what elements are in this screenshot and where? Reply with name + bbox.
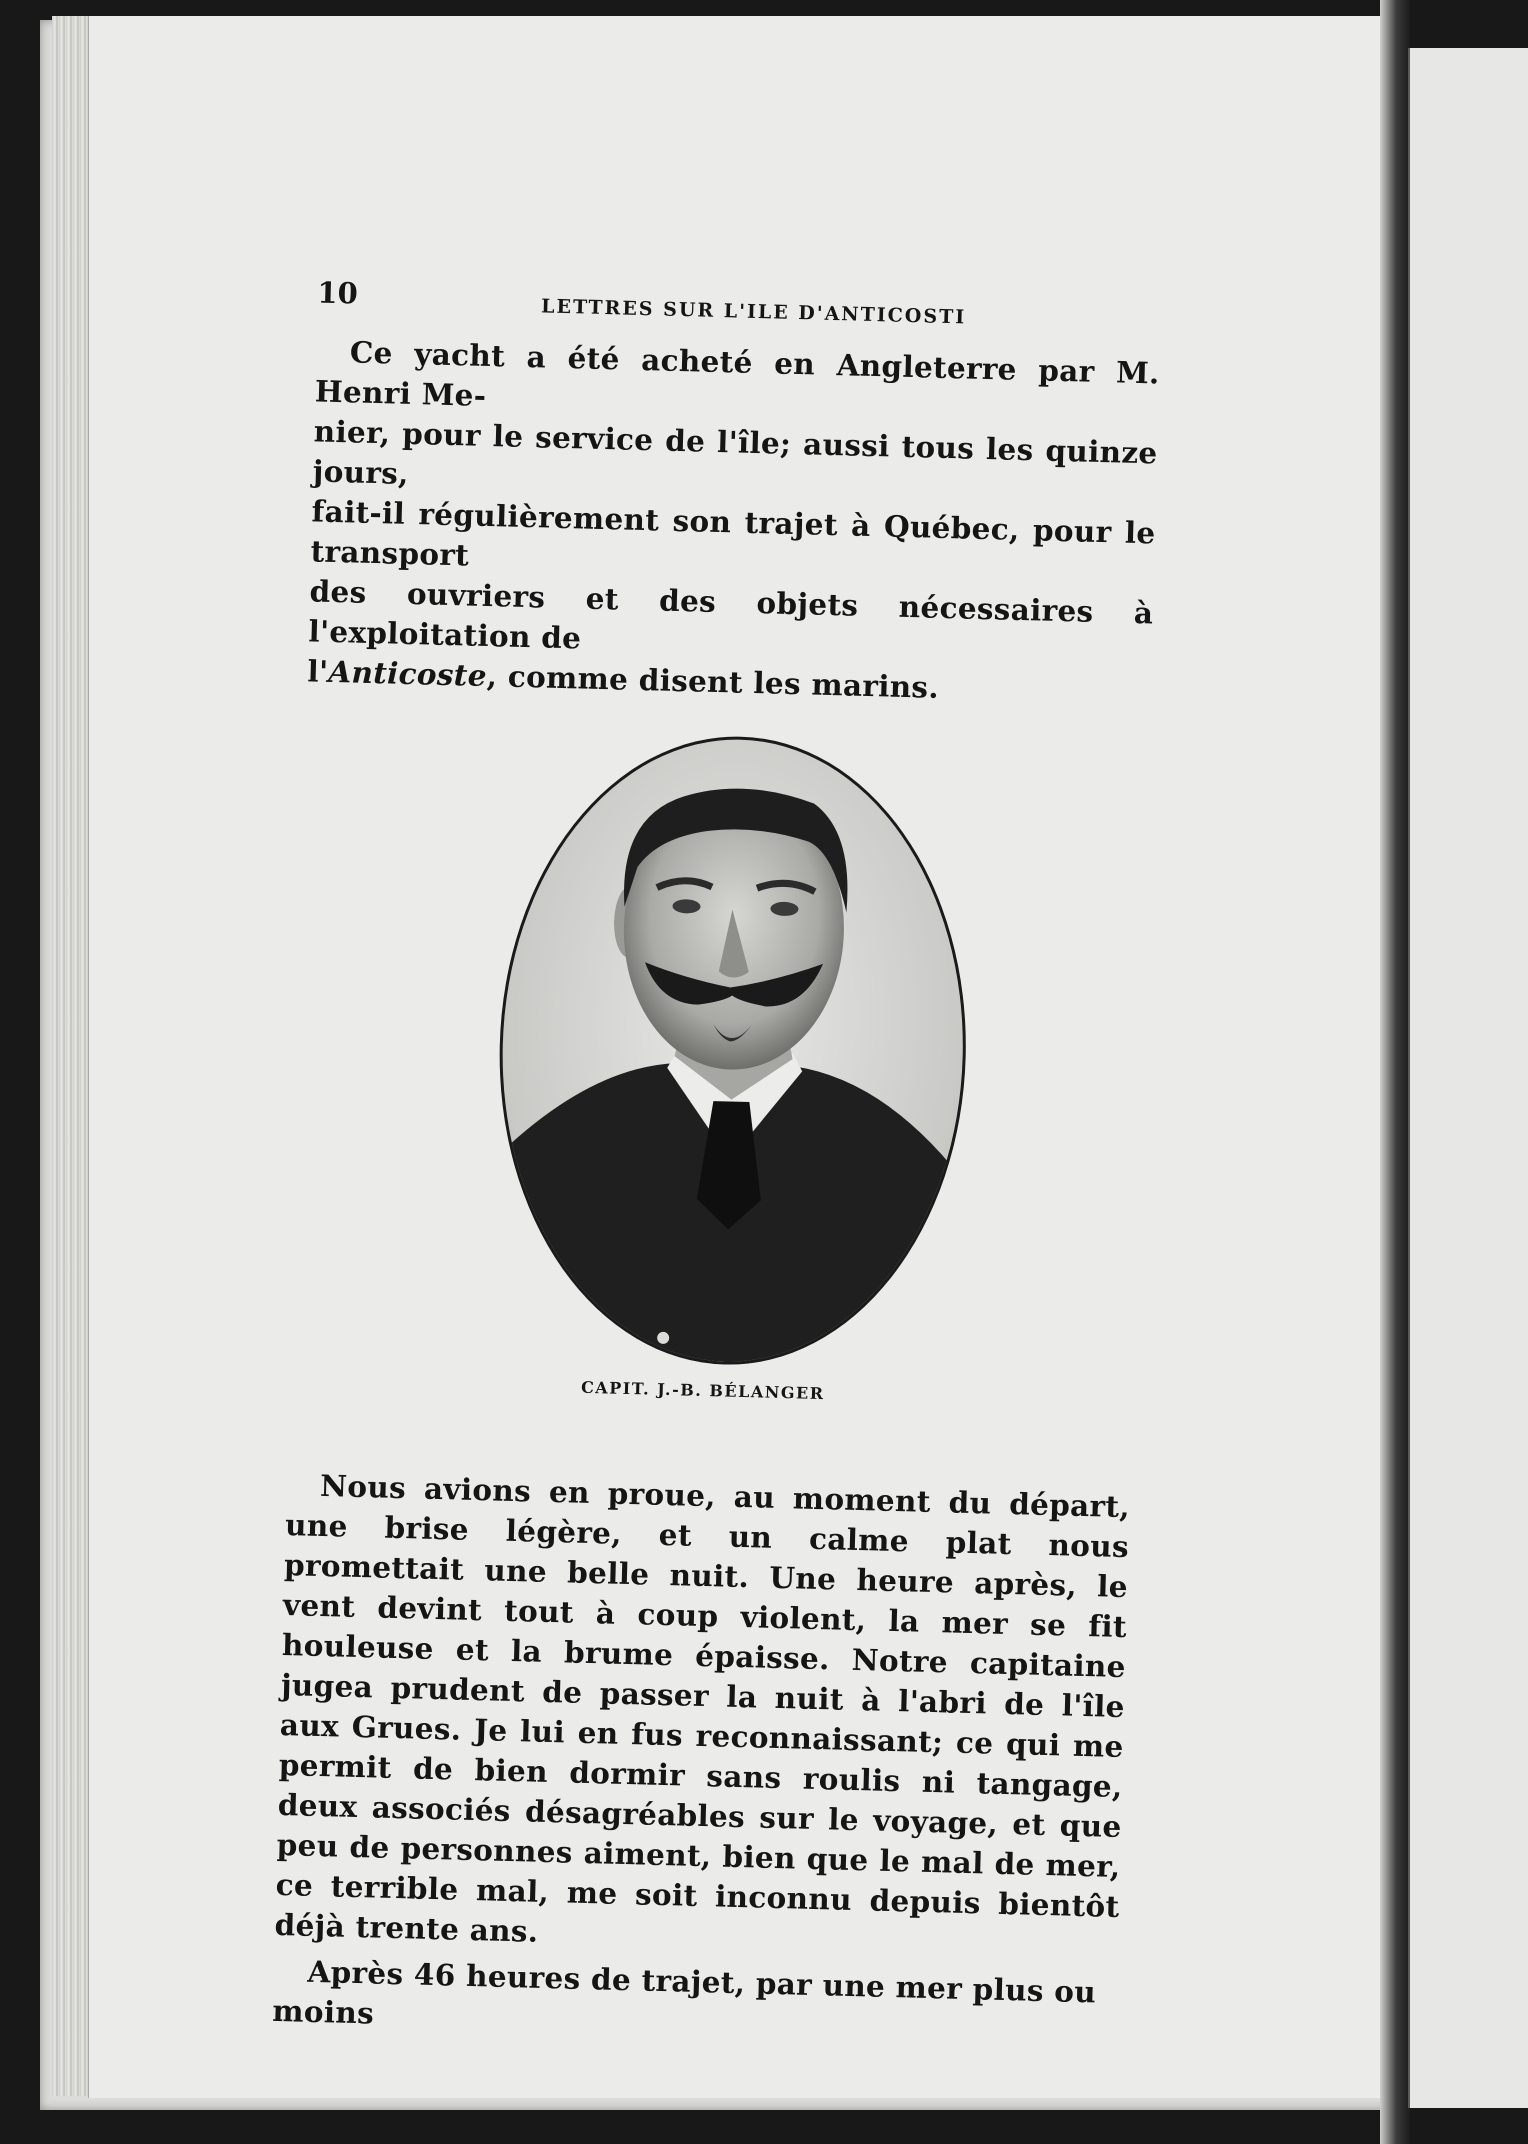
text-fragment: l' (307, 653, 329, 689)
paragraph-arrival: Après 46 heures de trajet, par une mer plus ou moins (271, 1953, 1097, 2031)
page-edges (52, 16, 92, 2096)
paragraph-yacht (251, 330, 1160, 713)
portrait-caption: CAPIT. J.-B. BÉLANGER (580, 1377, 825, 1404)
paragraph-yacht-line: nier, pour le service de l'île; aussi tous les quinze jours, (312, 413, 1158, 491)
captain-portrait-image (495, 734, 971, 1368)
portrait-photo (492, 731, 974, 1371)
paragraph-yacht-line: des ouvriers et des objets nécessaires à l'exploitation de (308, 573, 1154, 656)
text-fragment: , comme disent les marins. (486, 658, 940, 705)
book-gutter (1380, 0, 1410, 2144)
paragraph-yacht-line: Ce yacht a été acheté en Angleterre par M. Henri Me- (314, 334, 1161, 413)
running-title: LETTRES SUR L'ILE D'ANTICOSTI (540, 295, 967, 329)
page-content (216, 270, 1162, 2053)
portrait-figure (231, 724, 1150, 1487)
paragraph-yacht-line: fait-il régulièrement son trajet à Québec, pour le transport (310, 493, 1156, 573)
page-number: 10 (316, 275, 359, 311)
paragraph-voyage: Nous avions en proue, au moment du départ, une brise légère, et un calme plat nous promettait une belle nuit. Une heure après, le vent devint tout à coup violent, la mer se fit houleuse et la brume épaisse. Notre capitaine jugea prudent de passer la nuit à l'abri de l'île aux Grues. Je lui en fus reconnaissant; ce qui me permit de bien dormir sans roulis ni tangage, deux associés désagréables sur le voyage, et que peu de personnes aiment, bien que le mal de mer, ce terrible mal, me soit inconnu depuis bientôt déjà trente ans. (274, 1467, 1131, 1949)
facing-page-edge (1408, 48, 1528, 2108)
italic-ship-name: Anticoste (327, 653, 488, 694)
